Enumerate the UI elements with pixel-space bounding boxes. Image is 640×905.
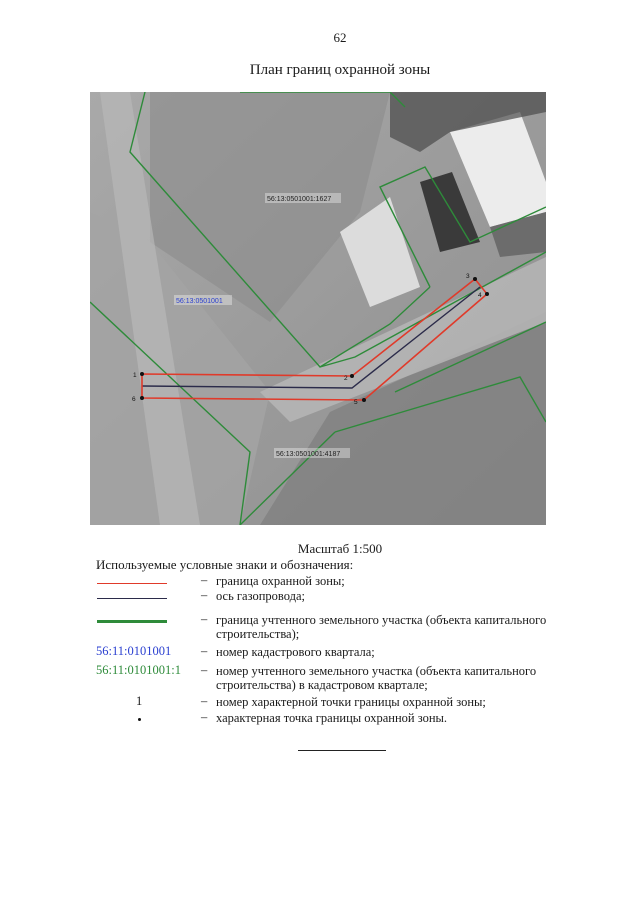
legend-item-text: граница учтенного земельного участка (объекта капитального строительства); <box>216 613 547 641</box>
legend-quarter-symbol: 56:11:0101001 <box>96 644 172 658</box>
legend-dash: – <box>201 694 208 708</box>
parcel-label-1627: 56:13:0501001:1627 <box>267 196 332 203</box>
legend-axis-line-symbol <box>97 598 167 599</box>
legend-dash: – <box>201 612 208 626</box>
page-number: 62 <box>333 30 347 45</box>
boundary-point <box>140 396 144 400</box>
legend-red-line-symbol <box>97 583 167 584</box>
point-label-5: 5 <box>354 399 358 406</box>
boundary-point <box>473 277 477 281</box>
point-label-6: 6 <box>132 396 136 403</box>
aerial-map-svg <box>90 92 546 525</box>
legend-parcel-number-symbol: 56:11:0101001:1 <box>96 663 181 677</box>
scale-text: Масштаб 1:500 <box>297 541 383 556</box>
boundary-point <box>350 374 354 378</box>
legend-item-text: номер учтенного земельного участка (объекта капитального строительства) в кадастровом квартале; <box>216 664 537 692</box>
legend-item-text: ось газопровода; <box>216 589 306 603</box>
legend-item-text: граница охранной зоны; <box>216 574 345 588</box>
point-label-2: 2 <box>344 375 348 382</box>
parcel-label-4187: 56:13:0501001:4187 <box>276 451 341 458</box>
legend-dash: – <box>201 644 208 658</box>
boundary-point <box>485 292 489 296</box>
legend-dash: – <box>201 663 208 677</box>
legend-dash: – <box>201 573 208 587</box>
legend-dash: – <box>201 588 208 602</box>
legend-dash: – <box>201 710 208 724</box>
page-title: План границ охранной зоны <box>249 62 431 78</box>
point-label-4: 4 <box>478 292 482 299</box>
quarter-label: 56:13:0501001 <box>176 298 223 305</box>
legend-point-number-symbol: 1 <box>136 694 143 708</box>
legend-point-dot-symbol <box>138 718 141 721</box>
legend-parcel-line-symbol <box>97 620 167 623</box>
protection-zone-map <box>90 92 546 525</box>
boundary-point <box>362 398 366 402</box>
boundary-point <box>140 372 144 376</box>
legend-item-text: характерная точка границы охранной зоны. <box>216 711 448 725</box>
legend-item-text: номер кадастрового квартала; <box>216 645 375 659</box>
legend-item-text: номер характерной точки границы охранной зоны; <box>216 695 486 709</box>
legend-title: Используемые условные знаки и обозначения: <box>96 557 354 572</box>
point-label-3: 3 <box>466 273 470 280</box>
end-rule-divider <box>298 750 386 751</box>
point-label-1: 1 <box>133 372 137 379</box>
